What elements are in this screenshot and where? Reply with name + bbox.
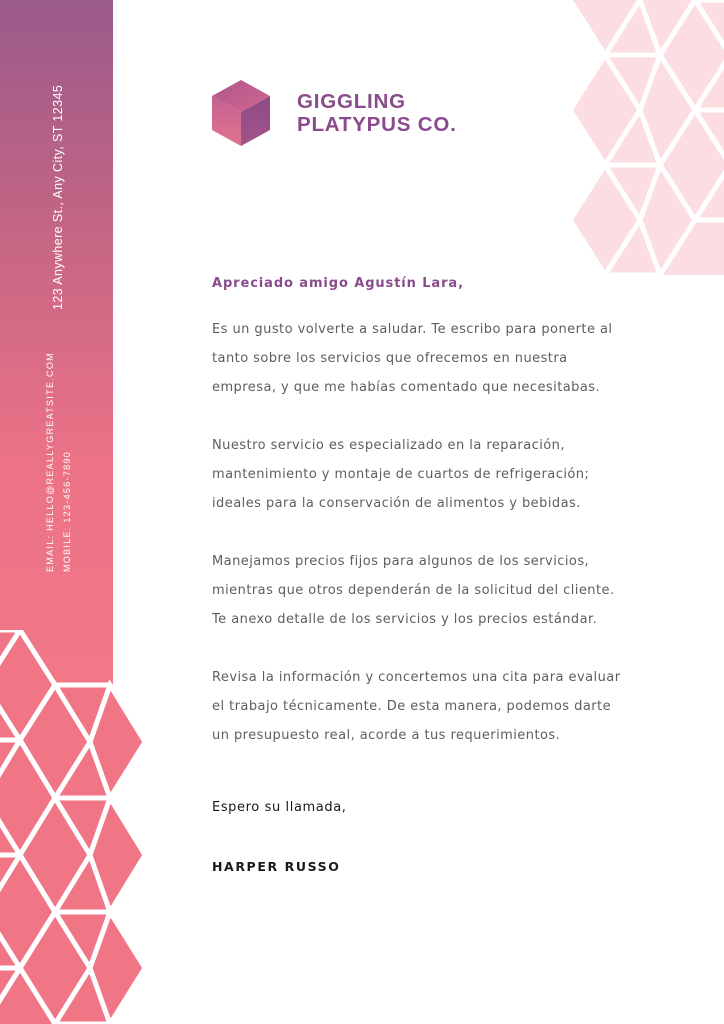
paragraph-4: Revisa la información y concertemos una cita para evaluar el trabajo técnicamente. De esta manera, podemos darte un presupuesto real, acorde a tus requerimientos. xyxy=(212,670,621,743)
company-name-line2: PLATYPUS CO. xyxy=(297,113,457,136)
closing-line: Espero su llamada, xyxy=(212,800,347,815)
company-name-line1: GIGGLING xyxy=(297,90,406,113)
cube-icon xyxy=(210,78,272,148)
paragraph-1: Es un gusto volverte a saludar. Te escribo para ponerte al tanto sobre los servicios que ofrecemos en nuestra empresa, y que me habías comentado que necesitabas. xyxy=(212,322,613,395)
signature-name: HARPER RUSSO xyxy=(212,859,341,874)
address-text: 123 Anywhere St., Any City, ST 12345 xyxy=(51,84,65,310)
mobile-text: MOBILE: 123-456-7890 xyxy=(62,450,72,572)
hexagon-pattern-top xyxy=(570,0,724,275)
letter-body xyxy=(212,270,652,874)
email-text: EMAIL: HELLO@REALLYGREATSITE.COM xyxy=(45,352,55,572)
hexagon-pattern-bottom xyxy=(0,630,150,1024)
paragraph-2: Nuestro servicio es especializado en la reparación, mantenimiento y montaje de cuartos de refrigeración; ideales para la conservación de alimentos y bebidas. xyxy=(212,438,590,511)
paragraph-3: Manejamos precios fijos para algunos de los servicios, mientras que otros dependerán de la solicitud del cliente. Te anexo detalle de los servicios y los precios estándar. xyxy=(212,554,615,627)
company-name xyxy=(297,90,457,136)
greeting: Apreciado amigo Agustín Lara, xyxy=(212,276,464,291)
